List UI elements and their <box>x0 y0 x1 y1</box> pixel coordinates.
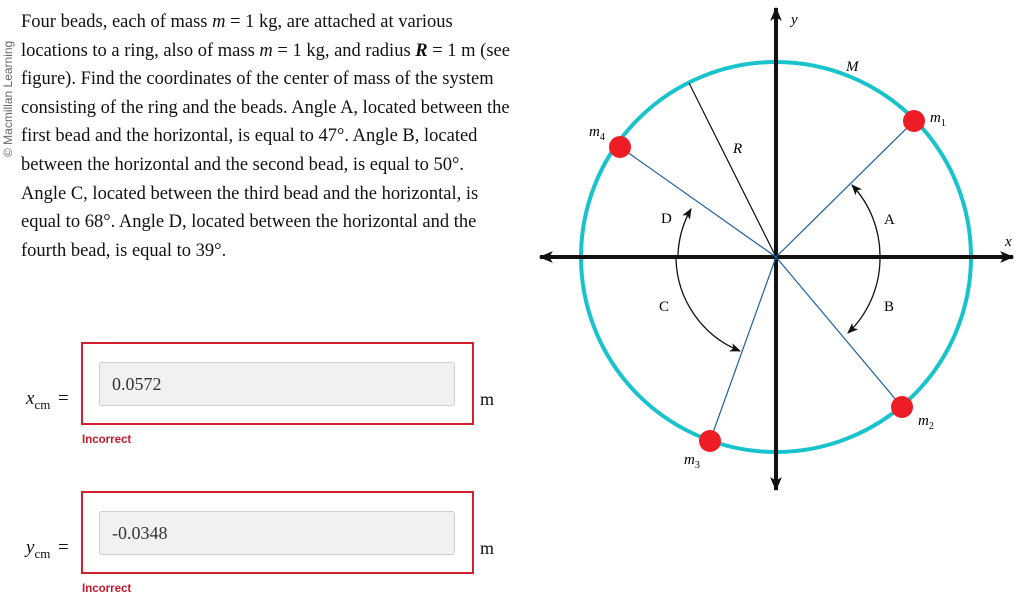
angle-b-label: B <box>884 299 895 315</box>
radius-line <box>689 83 776 257</box>
ycm-label: $y_{cm}$ <box>26 537 51 561</box>
radial-line-3 <box>710 257 776 441</box>
bead-3-label: $m_3$ <box>684 452 700 471</box>
angle-c-arc <box>676 259 740 351</box>
bead-2-label: $m_2$ <box>918 413 934 432</box>
angle-d-label: D <box>661 211 672 227</box>
bead-2 <box>891 396 913 418</box>
ycm-unit: m <box>480 538 495 558</box>
radius-label: R <box>733 141 743 157</box>
angle-a-label: A <box>884 212 895 228</box>
radial-line-1 <box>776 121 914 257</box>
problem-statement: Four beads, each of mass m = 1 kg, are attached at various locations to a ring, also of mass m = 1 kg, and radius R = 1 m (see figure). Find the coordinates of the center of mass of the system consisting of the ring and the beads. Angle A, located between the first bead and the horizontal, is equal to 47°. Angle B, located between the horizontal and the second bead, is equal to 50°. Angle C, located between the third bead and the horizontal, is equal to 68°. Angle D, located between the horizontal and the fourth bead, is equal to 39°. <box>21 12 510 261</box>
xcm-unit: m <box>480 389 495 409</box>
ycm-input[interactable]: -0.0348 <box>99 511 455 555</box>
radial-line-2 <box>776 257 902 407</box>
xcm-label: $x_{cm}$ <box>26 388 51 412</box>
xcm-equals: = <box>58 388 69 409</box>
xcm-status: Incorrect <box>82 434 132 446</box>
x-axis-label: x <box>1005 234 1012 250</box>
bead-1-label: $m_1$ <box>930 110 946 129</box>
angle-a-arc <box>852 185 880 255</box>
angle-b-arc <box>848 259 880 333</box>
y-axis-label: y <box>791 12 798 28</box>
ycm-status: Incorrect <box>82 583 132 595</box>
bead-3 <box>699 430 721 452</box>
bead-1 <box>903 110 925 132</box>
angle-d-arc <box>678 209 691 255</box>
bead-4-label: $m_4$ <box>589 124 605 143</box>
radial-line-4 <box>620 147 776 257</box>
ycm-equals: = <box>58 537 69 558</box>
ring-mass-label: M <box>846 59 859 75</box>
copyright-watermark: © Macmillan Learning <box>1 40 15 157</box>
xcm-input[interactable]: 0.0572 <box>99 362 455 406</box>
bead-4 <box>609 136 631 158</box>
angle-c-label: C <box>659 299 670 315</box>
